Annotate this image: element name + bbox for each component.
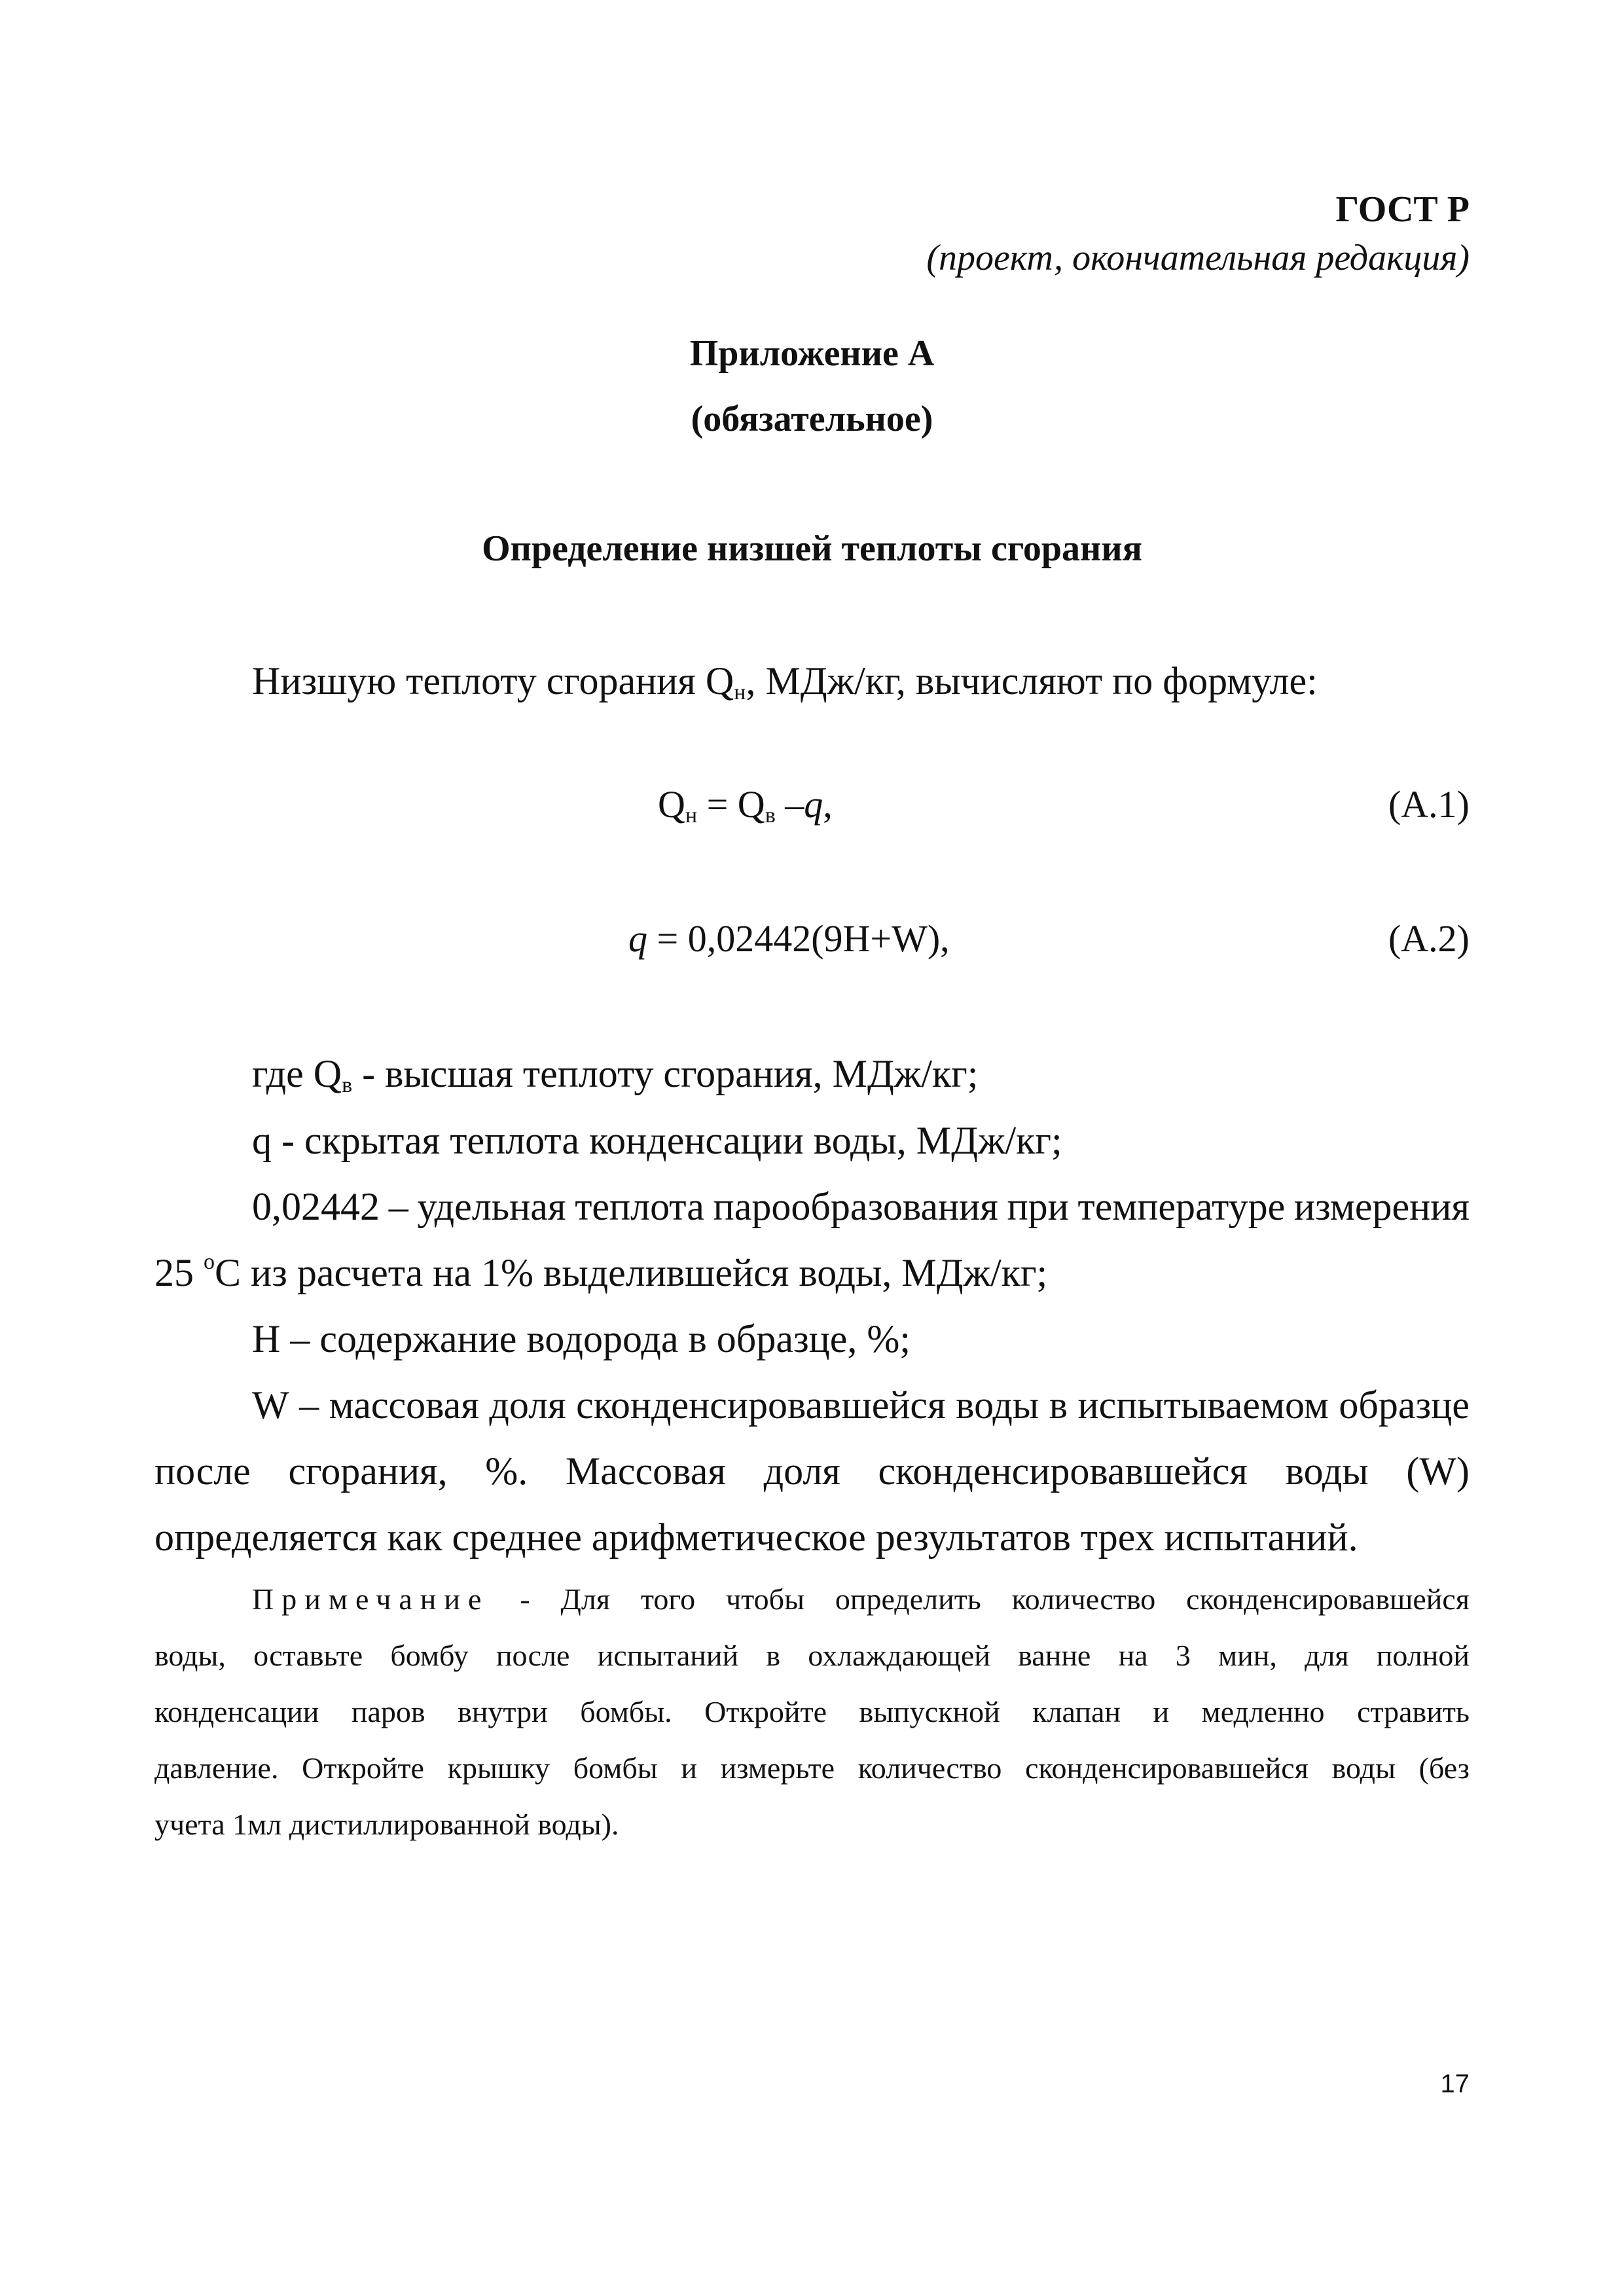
formula-a2: q = 0,02442(9H+W), [628,917,950,960]
formula-a2-number: (А.2) [1388,917,1470,960]
document-code: ГОСТ Р [1335,189,1470,230]
note-line-2: воды, оставьте бомбу после испытаний в охлаждающей ванне на 3 мин, для полной [154,1639,1470,1672]
definition-q: q - скрытая теплота конденсации воды, МДж/кг; [252,1119,1062,1162]
page-number: 17 [1440,2069,1470,2098]
formula-a1: $Q_н = Q_в$ –q, [658,783,833,828]
section-heading: Определение низшей теплоты сгорания [482,528,1142,569]
definition-w-cont: после сгорания, %. Массовая доля сконденсировавшейся воды (W) [154,1449,1470,1493]
appendix-label: Приложение А [689,333,935,374]
definition-w: W – массовая доля сконденсировавшейся воды в испытываемом образце [252,1383,1470,1427]
note-line-1: Примечание - Для того чтобы определить количество сконденсировавшейся [252,1582,1470,1616]
definition-h: H – содержание водорода в образце, %; [252,1317,911,1360]
definition-qv: где $Q_в$ - высшая теплоту сгорания, МДж/кг; [252,1052,979,1097]
document-status: (проект, окончательная редакция) [926,238,1470,278]
note-line-5: учета 1мл дистиллированной воды). [154,1808,619,1841]
note-label: Примечание [252,1582,490,1616]
definition-w-end: определяется как среднее арифметическое результатов трех испытаний. [154,1516,1358,1559]
formula-a1-number: (А.1) [1388,783,1470,826]
intro-sentence: Низшую теплоту сгорания $Q_н$, МДж/кг, вычисляют по формуле: [252,659,1318,704]
note-line-4: давление. Откройте крышку бомбы и измерьте количество сконденсировавшейся воды (без [154,1751,1470,1785]
definition-constant: 0,02442 – удельная теплота парообразования при температуре измерения [252,1185,1470,1228]
appendix-status: (обязательное) [691,399,933,439]
note-line-3: конденсации паров внутри бомбы. Откройте выпускной клапан и медленно стравить [154,1695,1470,1728]
definition-constant-cont: 25 $^о$С из расчета на 1% выделившейся воды, МДж/кг; [154,1250,1048,1294]
